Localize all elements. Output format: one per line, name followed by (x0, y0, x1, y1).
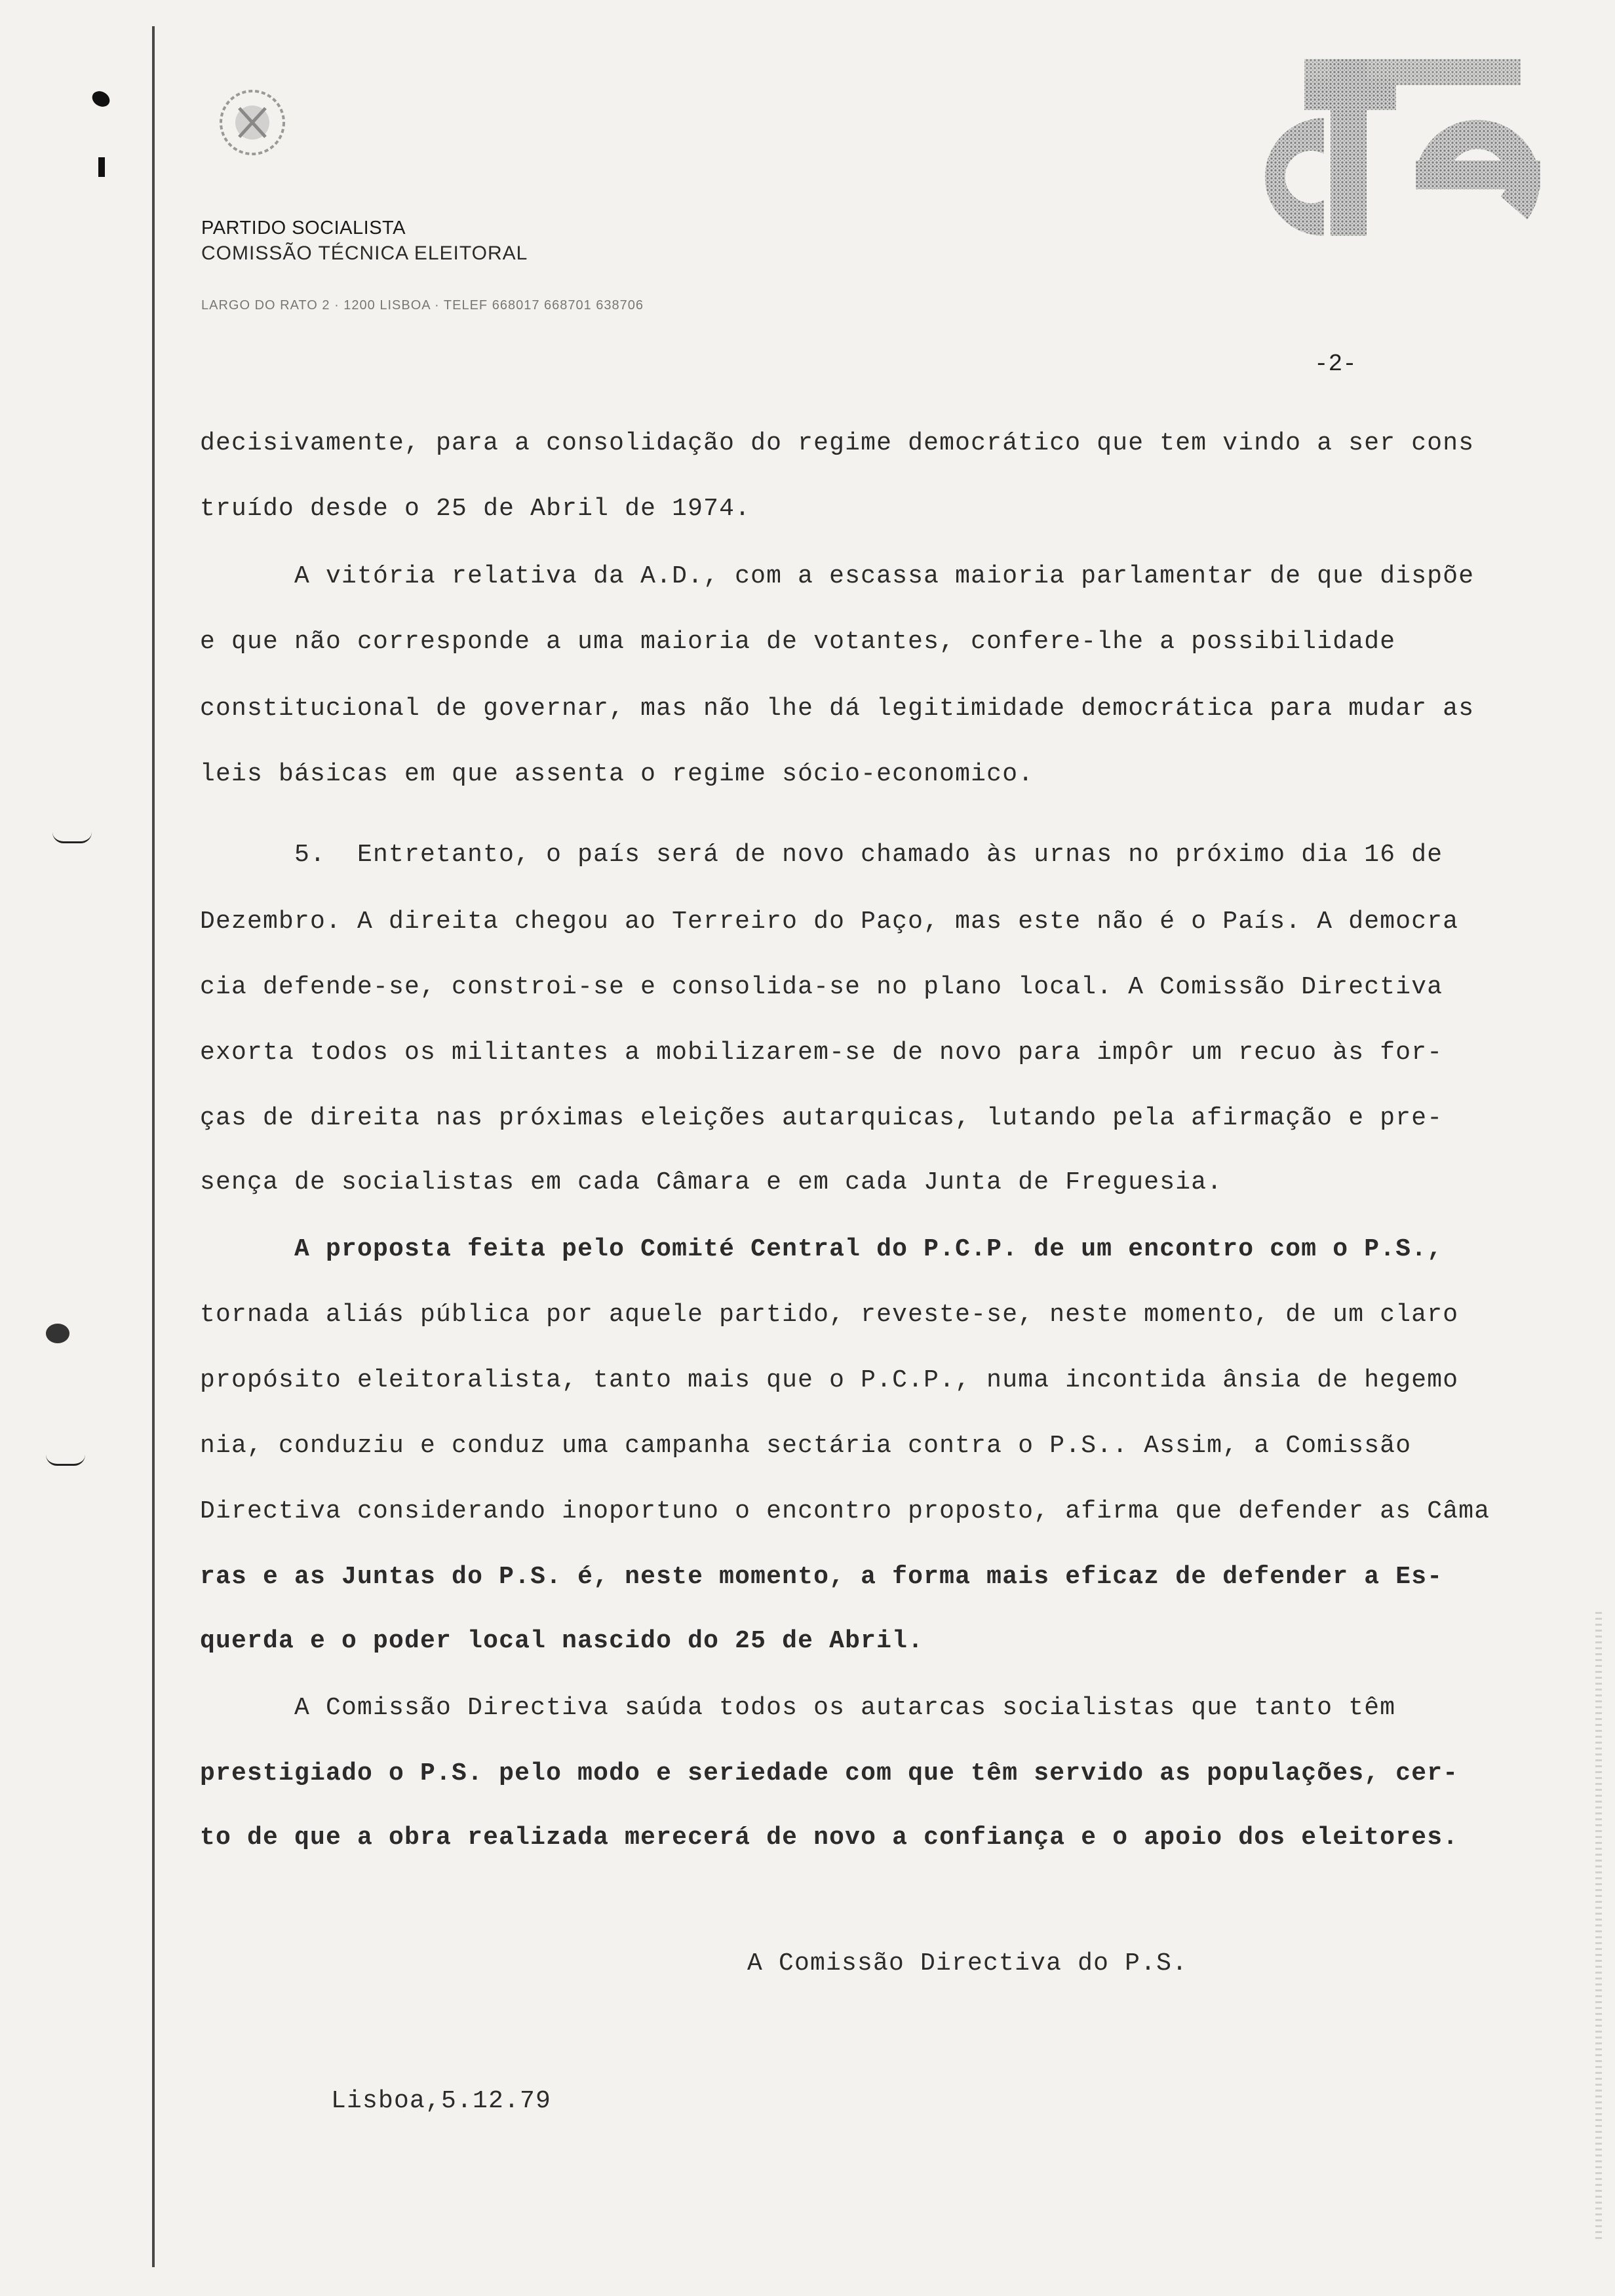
date-line: Lisboa,5.12.79 (331, 2087, 552, 2115)
body-line: constitucional de governar, mas não lhe dá legitimidade democrática para mudar as (200, 695, 1475, 723)
page-number: -2- (1314, 351, 1357, 377)
cte-logo (1219, 39, 1586, 262)
body-line: exorta todos os militantes a mobilizarem-se de novo para impôr um recuo às for- (200, 1039, 1443, 1067)
body-line: propósito eleitoralista, tanto mais que o P.C.P., numa incontida ânsia de hegemo (200, 1366, 1459, 1394)
body-line: ras e as Juntas do P.S. é, neste momento, a forma mais eficaz de defender a Es- (200, 1563, 1443, 1591)
body-line: 5. Entretanto, o país será de novo chamado às urnas no próximo dia 16 de (200, 841, 1443, 869)
body-line: prestigiado o P.S. pelo modo e seriedade com que têm servido as populações, cer- (200, 1759, 1459, 1788)
body-line: to de que a obra realizada merecerá de novo a confiança e o apoio dos eleitores. (200, 1824, 1459, 1852)
body-line: truído desde o 25 de Abril de 1974. (200, 495, 751, 523)
body-line: cia defende-se, constroi-se e consolida-se no plano local. A Comissão Directiva (200, 973, 1443, 1001)
body-line: sença de socialistas em cada Câmara e em cada Junta de Freguesia. (200, 1168, 1223, 1196)
scan-speck (46, 1455, 85, 1466)
body-line: ças de direita nas próximas eleições autarquicas, lutando pela afirmação e pre- (200, 1104, 1443, 1132)
body-line: A proposta feita pelo Comité Central do P.C.P. de um encontro com o P.S., (200, 1235, 1443, 1263)
org-name: PARTIDO SOCIALISTA (201, 218, 406, 239)
left-margin-line (152, 26, 155, 2267)
body-line: leis básicas em que assenta o regime sócio-economico. (200, 760, 1034, 788)
body-line: e que não corresponde a uma maioria de votantes, confere-lhe a possibilidade (200, 628, 1396, 656)
signature: A Comissão Directiva do P.S. (747, 1949, 1188, 1978)
org-department: COMISSÃO TÉCNICA ELEITORAL (201, 242, 528, 264)
body-line: decisivamente, para a consolidação do regime democrático que tem vindo a ser cons (200, 429, 1475, 457)
body-line: A vitória relativa da A.D., com a escassa maioria parlamentar de que dispõe (200, 562, 1475, 590)
body-line: querda e o poder local nascido do 25 de Abril. (200, 1627, 924, 1655)
scan-speck (89, 88, 112, 109)
body-line: A Comissão Directiva saúda todos os autarcas socialistas que tanto têm (200, 1694, 1396, 1722)
body-line: Dezembro. A direita chegou ao Terreiro do Paço, mas este não é o País. A democra (200, 908, 1459, 936)
party-emblem (200, 82, 305, 164)
scan-speck (52, 832, 92, 843)
scan-edge-noise (1595, 1612, 1602, 2241)
body-line: Directiva considerando inoportuno o encontro proposto, afirma que defender as Câma (200, 1497, 1490, 1525)
scan-speck (46, 1324, 69, 1343)
body-line: nia, conduziu e conduz uma campanha sectária contra o P.S.. Assim, a Comissão (200, 1432, 1412, 1460)
scan-speck (98, 157, 105, 177)
org-address: LARGO DO RATO 2 · 1200 LISBOA · TELEF 668017 668701 638706 (201, 298, 644, 313)
body-line: tornada aliás pública por aquele partido, reveste-se, neste momento, de um claro (200, 1301, 1459, 1329)
